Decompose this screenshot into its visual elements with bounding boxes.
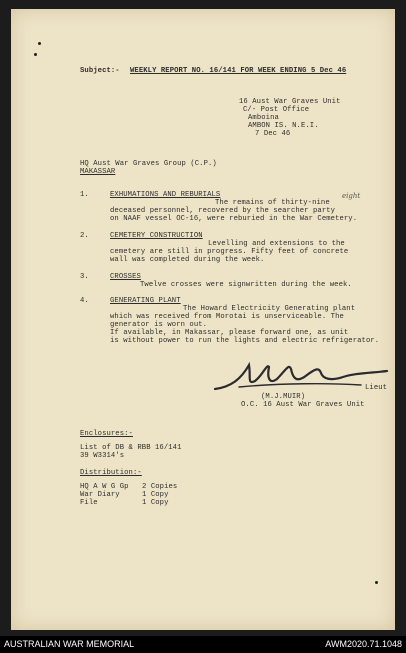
item-4-heading: GENERATING PLANT: [110, 297, 181, 305]
document-page: [11, 9, 395, 630]
item-4-line-5: is without power to run the lights and electric refrigerator.: [110, 337, 380, 345]
distribution-row-to: File: [80, 499, 98, 507]
signature-rank: Lieut: [365, 384, 388, 392]
sender-line3: Amboina: [248, 114, 279, 122]
item-1-line-3: on NAAF vessel OC-16, were reburied in the War Cemetery.: [110, 215, 358, 223]
item-4-number: 4.: [80, 297, 89, 305]
subject-text: WEEKLY REPORT NO. 16/141 FOR WEEK ENDING 5 Dec 46: [130, 67, 347, 75]
footer-accession-number: AWM2020.71.1048: [325, 639, 402, 649]
item-1-line-2: deceased personnel, recovered by the searcher party: [110, 207, 336, 215]
distribution-row-to: War Diary: [80, 491, 120, 499]
item-2-line-3: wall was completed during the week.: [110, 256, 265, 264]
distribution-heading: Distribution:-: [80, 469, 142, 477]
addressee-line2: MAKASSAR: [80, 168, 116, 176]
enclosures-line-2: 39 W3314's: [80, 452, 125, 460]
item-1-pencil-note: eight: [342, 192, 361, 200]
item-2-number: 2.: [80, 232, 89, 240]
signature-title: O.C. 16 Aust War Graves Unit: [241, 401, 365, 409]
item-1-number: 1.: [80, 191, 89, 199]
item-3-line-1: Twelve crosses were signwritten during the week.: [140, 281, 352, 289]
sender-unit: 16 Aust War Graves Unit: [239, 98, 341, 106]
addressee-line1: HQ Aust War Graves Group (C.P.): [80, 160, 217, 168]
footer-institution: AUSTRALIAN WAR MEMORIAL: [4, 639, 135, 649]
distribution-row-copies: 2 Copies: [142, 483, 178, 491]
subject-label: Subject:-: [80, 67, 120, 75]
sender-line2: C/- Post Office: [243, 106, 310, 114]
signature-name: (M.J.MUIR): [261, 393, 306, 401]
item-4-line-4: If available, in Makassar, please forward one, as unit: [110, 329, 349, 337]
distribution-row-copies: 1 Copy: [142, 491, 169, 499]
item-4-line-1: The Howard Electricity Generating plant: [183, 305, 356, 313]
item-2-line-1: Levelling and extensions to the: [208, 240, 345, 248]
distribution-row-to: HQ A W G Gp: [80, 483, 129, 491]
archive-footer: [0, 636, 406, 653]
item-1-line-1: The remains of thirty-nine: [215, 199, 330, 207]
item-1-heading: EXHUMATIONS AND REBURIALS: [110, 191, 221, 199]
distribution-row-copies: 1 Copy: [142, 499, 169, 507]
item-4-line-3: generator is worn out.: [110, 321, 208, 329]
punch-hole-mark: [38, 42, 41, 45]
item-3-heading: CROSSES: [110, 273, 141, 281]
handwritten-signature: [211, 359, 391, 393]
item-3-number: 3.: [80, 273, 89, 281]
enclosures-line-1: List of DB & RBB 16/141: [80, 444, 182, 452]
punch-hole-mark: [34, 53, 37, 56]
item-2-heading: CEMETERY CONSTRUCTION: [110, 232, 203, 240]
punch-hole-mark: [375, 581, 378, 584]
item-2-line-2: cemetery are still in progress. Fifty feet of concrete: [110, 248, 349, 256]
sender-date: 7 Dec 46: [255, 130, 291, 138]
enclosures-heading: Enclosures:-: [80, 430, 133, 438]
sender-line4: AMBON IS. N.E.I.: [248, 122, 319, 130]
item-4-line-2: which was received from Morotai is unserviceable. The: [110, 313, 344, 321]
